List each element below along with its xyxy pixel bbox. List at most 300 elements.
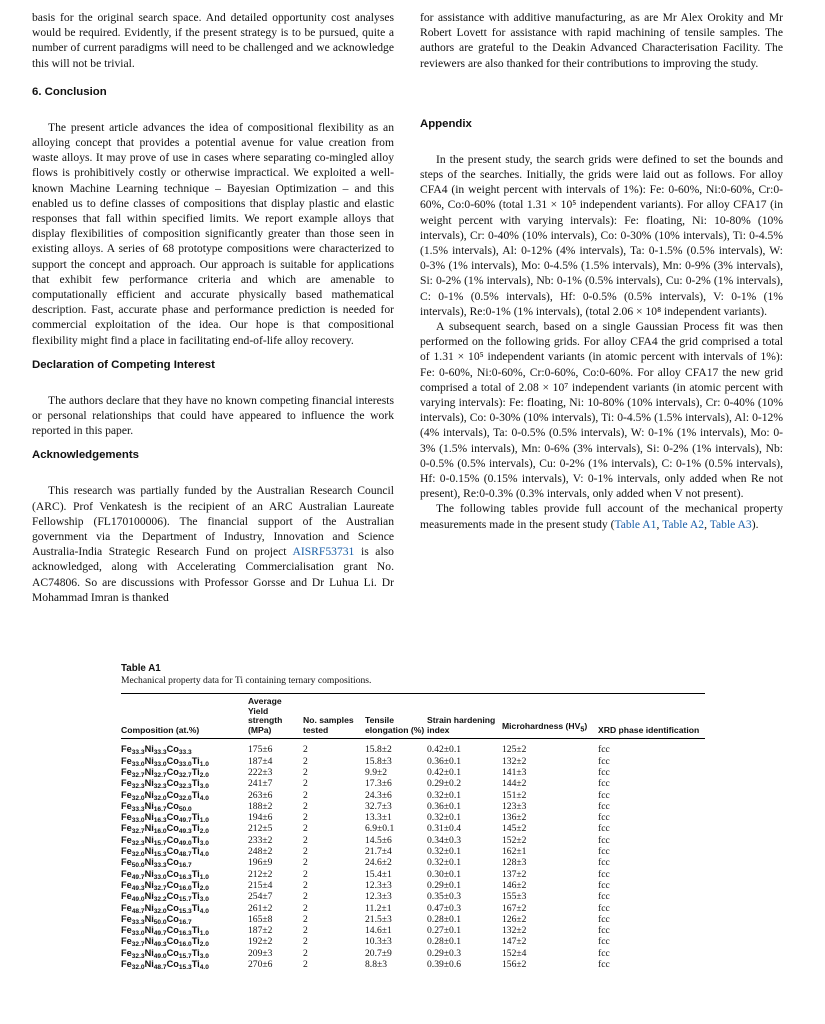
xrd-phase-cell: fcc <box>598 891 610 903</box>
element-fraction: 32.7 <box>131 828 145 836</box>
appendix-paragraph-1: In the present study, the search grids were defined to set the bounds and steps of the searches. Initially, the grids were laid out as follows. For alloy CFA4 (in weight percent with intervals of 1%): Fe: 0-60%, Ni:0-60%, Cr:0-60%, Co:0-60% (total 1.31 × 10⁵ independent variants). For alloy CFA17 (in weight percent with varying intervals): Fe: floating, Ni: 10-80% (10% intervals), Cr: 0-40% (10% intervals), Co: 0-30% (10% intervals), Ti: 0-4.5% (1.5% intervals), Al: 0-12% (4% intervals), Ta: 0-1.5% (0.5% intervals), W: 0-3% (1% intervals), Mo: 0-4.5% (1.5% intervals), Mn: 0-9% (3% intervals), Si: 0-2% (1% intervals), Nb: 0-1% (0.5% intervals), Cu: 0-2% (1% intervals), C: 0-1% (0.5% intervals), Hf: 0-0.5% (0.5% intervals), V: 0-1% (1% intervals), Re:0-1% (1% intervals), (total 2.06 × 10⁸ independent variants). <box>420 152 783 318</box>
element-fraction: 3.0 <box>199 783 209 791</box>
microhardness-cell: 123±3 <box>502 800 527 812</box>
appendix-text-before: The following tables provide full account of the mechanical property measurements made in the present study ( <box>420 502 783 531</box>
element-fraction: 50.0 <box>153 918 167 926</box>
element-fraction: 49.0 <box>131 896 145 904</box>
element-fraction: 32.0 <box>178 794 192 802</box>
composition-cell <box>121 846 248 857</box>
element-symbol: Co <box>166 755 179 766</box>
table-body <box>121 739 705 970</box>
element-fraction: 1.0 <box>199 930 209 938</box>
element-fraction: 2.0 <box>199 828 209 836</box>
element-fraction: 50.0 <box>178 805 192 813</box>
element-fraction: 16.0 <box>178 941 192 949</box>
header-xrd-phase: XRD phase identification <box>598 694 705 739</box>
element-fraction: 16.0 <box>153 828 167 836</box>
table-a1 <box>121 663 705 970</box>
element-symbol: Fe <box>121 744 132 755</box>
element-symbol: Ti <box>191 834 200 845</box>
element-fraction: 49.7 <box>178 817 192 825</box>
element-symbol: Fe <box>121 766 132 777</box>
element-fraction: 32.3 <box>153 783 167 791</box>
element-fraction: 2.0 <box>199 941 209 949</box>
element-symbol: Ti <box>191 846 200 857</box>
samples-cell: 2 <box>303 902 308 914</box>
element-symbol: Ni <box>144 925 154 936</box>
yield-strength-cell: 187±2 <box>248 925 273 937</box>
element-symbol: Ni <box>144 755 154 766</box>
element-fraction: 16.3 <box>178 873 192 881</box>
element-symbol: Co <box>166 823 179 834</box>
tensile-elongation-cell: 6.9±0.1 <box>365 823 395 835</box>
table-row <box>121 823 705 834</box>
tensile-elongation-cell: 15.8±3 <box>365 755 392 767</box>
element-fraction: 33.0 <box>178 760 192 768</box>
element-symbol: Ni <box>144 800 154 811</box>
element-fraction: 33.0 <box>131 817 145 825</box>
element-fraction: 32.0 <box>131 964 145 972</box>
element-symbol: Fe <box>121 959 132 970</box>
microhardness-cell: 132±2 <box>502 755 527 767</box>
element-symbol: Ti <box>191 812 200 823</box>
strain-hardening-cell: 0.42±0.1 <box>427 766 462 778</box>
strain-hardening-cell: 0.32±0.1 <box>427 846 462 858</box>
xrd-phase-cell: fcc <box>598 744 610 756</box>
element-symbol: Ni <box>144 959 154 970</box>
element-symbol: Fe <box>121 823 132 834</box>
samples-cell: 2 <box>303 778 308 790</box>
element-symbol: Co <box>166 879 179 890</box>
xrd-phase-cell: fcc <box>598 913 610 925</box>
element-fraction: 1.0 <box>199 873 209 881</box>
yield-strength-cell: 254±7 <box>248 891 273 903</box>
element-fraction: 32.7 <box>153 884 167 892</box>
microhardness-cell: 141±3 <box>502 766 527 778</box>
samples-cell: 2 <box>303 834 308 846</box>
element-symbol: Co <box>166 766 179 777</box>
element-fraction: 16.0 <box>178 884 192 892</box>
element-fraction: 2.0 <box>199 884 209 892</box>
element-symbol: Ti <box>191 879 200 890</box>
element-symbol: Ti <box>191 902 200 913</box>
element-symbol: Fe <box>121 947 132 958</box>
yield-strength-cell: 194±6 <box>248 812 273 824</box>
element-symbol: Ni <box>144 789 154 800</box>
tensile-elongation-cell: 24.3±6 <box>365 789 392 801</box>
separator: , <box>704 517 710 531</box>
element-fraction: 33.3 <box>131 918 145 926</box>
table-label: Table A1 <box>121 663 161 674</box>
element-symbol: Ni <box>144 857 154 868</box>
microhardness-cell: 156±2 <box>502 959 527 971</box>
mechanical-property-table <box>121 693 705 970</box>
composition-cell <box>121 823 248 834</box>
element-fraction: 32.0 <box>131 851 145 859</box>
element-fraction: 48.7 <box>178 851 192 859</box>
tensile-elongation-cell: 13.3±1 <box>365 812 392 824</box>
element-symbol: Co <box>166 891 179 902</box>
element-fraction: 4.0 <box>199 964 209 972</box>
table-row <box>121 903 705 914</box>
yield-strength-cell: 222±3 <box>248 766 273 778</box>
element-symbol: Fe <box>121 879 132 890</box>
tensile-elongation-cell: 14.6±1 <box>365 925 392 937</box>
acknowledgements-heading: Acknowledgements <box>32 449 139 462</box>
acknowledgements-paragraph <box>32 483 394 605</box>
element-symbol: Ni <box>144 947 154 958</box>
xrd-phase-cell: fcc <box>598 800 610 812</box>
separator: , <box>656 517 663 531</box>
element-symbol: Ti <box>191 947 200 958</box>
project-link[interactable]: AISRF53731 <box>292 545 355 559</box>
xrd-phase-cell: fcc <box>598 823 610 835</box>
table-row <box>121 936 705 947</box>
yield-strength-cell: 241±7 <box>248 778 273 790</box>
yield-strength-cell: 188±2 <box>248 800 273 812</box>
header-yield-strength: Average Yield strength (MPa) <box>248 694 303 739</box>
element-symbol: Fe <box>121 868 132 879</box>
yield-strength-cell: 192±2 <box>248 936 273 948</box>
strain-hardening-cell: 0.29±0.2 <box>427 778 462 790</box>
element-symbol: Co <box>166 778 179 789</box>
conclusion-heading: 6. Conclusion <box>32 85 107 98</box>
element-fraction: 50.0 <box>131 862 145 870</box>
yield-strength-cell: 215±4 <box>248 879 273 891</box>
samples-cell: 2 <box>303 857 308 869</box>
right-column <box>420 10 783 532</box>
element-fraction: 32.3 <box>131 839 145 847</box>
header-strain-hardening: Strain hardening index <box>427 694 502 739</box>
table-row <box>121 857 705 868</box>
xrd-phase-cell: fcc <box>598 936 610 948</box>
element-fraction: 33.3 <box>131 749 145 757</box>
xrd-phase-cell: fcc <box>598 947 610 959</box>
element-fraction: 49.7 <box>153 930 167 938</box>
element-symbol: Ti <box>191 936 200 947</box>
element-symbol: Co <box>166 868 179 879</box>
strain-hardening-cell: 0.36±0.1 <box>427 800 462 812</box>
tensile-elongation-cell: 12.3±3 <box>365 891 392 903</box>
header-microhardness <box>502 694 598 739</box>
element-fraction: 15.3 <box>178 907 192 915</box>
tensile-elongation-cell: 32.7±3 <box>365 800 392 812</box>
element-fraction: 16.7 <box>178 918 192 926</box>
composition-cell <box>121 880 248 891</box>
ack-text-before: This research was partially funded by the Australian Research Council (ARC). Prof Venkatesh is the recipient of an ARC Australian Laureate Fellowship (FL170100006). The financial support of the Australian government via the Department of Industry, Innovation and Science Australia-India Strategic Research Fund on project <box>32 484 394 559</box>
header-composition: Composition (at.%) <box>121 694 248 739</box>
xrd-phase-cell: fcc <box>598 857 610 869</box>
strain-hardening-cell: 0.32±0.1 <box>427 789 462 801</box>
element-symbol: Ni <box>144 913 154 924</box>
xrd-phase-cell: fcc <box>598 778 610 790</box>
element-fraction: 33.3 <box>153 749 167 757</box>
element-fraction: 16.3 <box>178 930 192 938</box>
strain-hardening-cell: 0.39±0.6 <box>427 959 462 971</box>
element-fraction: 48.7 <box>131 907 145 915</box>
table-row <box>121 801 705 812</box>
yield-strength-cell: 248±2 <box>248 846 273 858</box>
table-row <box>121 925 705 936</box>
microhardness-cell: 137±2 <box>502 868 527 880</box>
element-symbol: Ti <box>191 766 200 777</box>
element-symbol: Co <box>166 744 179 755</box>
element-fraction: 33.0 <box>153 760 167 768</box>
element-symbol: Fe <box>121 913 132 924</box>
composition-cell <box>121 778 248 789</box>
composition-cell <box>121 925 248 936</box>
element-symbol: Co <box>166 857 179 868</box>
element-fraction: 32.3 <box>131 952 145 960</box>
element-symbol: Co <box>166 834 179 845</box>
microhardness-cell: 132±2 <box>502 925 527 937</box>
samples-cell: 2 <box>303 766 308 778</box>
element-symbol: Fe <box>121 800 132 811</box>
table-row <box>121 778 705 789</box>
element-symbol: Ni <box>144 834 154 845</box>
element-fraction: 49.0 <box>153 952 167 960</box>
table-row <box>121 812 705 823</box>
element-symbol: Fe <box>121 925 132 936</box>
element-symbol: Ni <box>144 778 154 789</box>
element-symbol: Ni <box>144 846 154 857</box>
composition-cell <box>121 739 248 756</box>
strain-hardening-cell: 0.27±0.1 <box>427 925 462 937</box>
microhardness-cell: 167±2 <box>502 902 527 914</box>
element-fraction: 2.0 <box>199 771 209 779</box>
composition-cell <box>121 936 248 947</box>
tensile-elongation-cell: 12.3±3 <box>365 879 392 891</box>
element-symbol: Co <box>166 936 179 947</box>
xrd-phase-cell: fcc <box>598 879 610 891</box>
tensile-elongation-cell: 21.7±4 <box>365 846 392 858</box>
xrd-phase-cell: fcc <box>598 959 610 971</box>
element-fraction: 15.3 <box>153 851 167 859</box>
table-header-row <box>121 694 705 739</box>
element-fraction: 49.0 <box>178 839 192 847</box>
samples-cell: 2 <box>303 868 308 880</box>
element-symbol: Co <box>166 925 179 936</box>
element-symbol: Co <box>166 800 179 811</box>
yield-strength-cell: 212±2 <box>248 868 273 880</box>
tensile-elongation-cell: 21.5±3 <box>365 913 392 925</box>
element-symbol: Ti <box>191 778 200 789</box>
tensile-elongation-cell: 8.8±3 <box>365 959 388 971</box>
microhardness-cell: 151±2 <box>502 789 527 801</box>
element-fraction: 32.7 <box>131 941 145 949</box>
strain-hardening-cell: 0.29±0.1 <box>427 879 462 891</box>
element-symbol: Fe <box>121 891 132 902</box>
strain-hardening-cell: 0.28±0.1 <box>427 913 462 925</box>
strain-hardening-cell: 0.32±0.1 <box>427 857 462 869</box>
microhardness-cell: 128±3 <box>502 857 527 869</box>
tensile-elongation-cell: 20.7±9 <box>365 947 392 959</box>
element-symbol: Fe <box>121 755 132 766</box>
element-fraction: 32.0 <box>153 907 167 915</box>
table-row <box>121 891 705 902</box>
strain-hardening-cell: 0.32±0.1 <box>427 812 462 824</box>
table-row <box>121 914 705 925</box>
element-fraction: 16.3 <box>153 817 167 825</box>
element-symbol: Ni <box>144 812 154 823</box>
header-microhardness-close: ) <box>584 721 588 732</box>
element-fraction: 49.3 <box>178 828 192 836</box>
element-fraction: 32.7 <box>153 771 167 779</box>
competing-interest-paragraph: The authors declare that they have no known competing financial interests or personal relationships that could have appeared to influence the work reported in this paper. <box>32 393 394 438</box>
xrd-phase-cell: fcc <box>598 902 610 914</box>
element-fraction: 3.0 <box>199 952 209 960</box>
header-microhardness-label: Microhardness (HV <box>502 721 581 732</box>
table-a1-link[interactable]: Table A1 <box>614 517 657 531</box>
composition-cell <box>121 835 248 846</box>
xrd-phase-cell: fcc <box>598 755 610 767</box>
element-symbol: Ni <box>144 936 154 947</box>
tensile-elongation-cell: 15.4±1 <box>365 868 392 880</box>
samples-cell: 2 <box>303 925 308 937</box>
element-fraction: 32.7 <box>131 771 145 779</box>
table-row <box>121 790 705 801</box>
composition-cell <box>121 767 248 778</box>
intro-paragraph: basis for the original search space. And detailed opportunity cost analyses would be required. Evidently, if the present strategy is to be pursued, quite a number of current paradigms will need to be challenged and we acknowledge this will not be trivial. <box>32 11 394 70</box>
element-symbol: Fe <box>121 936 132 947</box>
samples-cell: 2 <box>303 755 308 767</box>
composition-cell <box>121 869 248 880</box>
element-symbol: Co <box>166 812 179 823</box>
table-row <box>121 880 705 891</box>
element-fraction: 1.0 <box>199 817 209 825</box>
element-symbol: Ni <box>144 891 154 902</box>
composition-cell <box>121 948 248 959</box>
table-row <box>121 959 705 970</box>
element-fraction: 33.0 <box>153 873 167 881</box>
element-symbol: Ni <box>144 902 154 913</box>
header-tensile-elongation: Tensile elongation (%) <box>365 694 427 739</box>
element-fraction: 48.7 <box>153 964 167 972</box>
element-symbol: Ti <box>191 959 200 970</box>
yield-strength-cell: 233±2 <box>248 834 273 846</box>
strain-hardening-cell: 0.47±0.3 <box>427 902 462 914</box>
competing-interest-heading: Declaration of Competing Interest <box>32 358 215 371</box>
element-symbol: Fe <box>121 789 132 800</box>
element-fraction: 33.3 <box>153 862 167 870</box>
element-symbol: Co <box>166 902 179 913</box>
ack-text-after: is also acknowledged, along with Accelerating Commercialisation grant No. AC74806. So are discussions with Professor Gorsse and Dr Luhua Li. Dr Mohammad Imran is thanked <box>32 545 394 604</box>
appendix-text-after: ). <box>751 517 759 531</box>
element-fraction: 32.3 <box>178 783 192 791</box>
strain-hardening-cell: 0.28±0.1 <box>427 936 462 948</box>
appendix-paragraph-3 <box>420 501 783 531</box>
tensile-elongation-cell: 17.3±6 <box>365 778 392 790</box>
yield-strength-cell: 261±2 <box>248 902 273 914</box>
table-a2-link[interactable]: Table A2 <box>662 517 705 531</box>
composition-cell <box>121 857 248 868</box>
element-symbol: Ni <box>144 879 154 890</box>
microhardness-cell: 162±1 <box>502 846 527 858</box>
element-symbol: Fe <box>121 902 132 913</box>
composition-cell <box>121 790 248 801</box>
composition-cell <box>121 801 248 812</box>
microhardness-cell: 125±2 <box>502 744 527 756</box>
strain-hardening-cell: 0.29±0.3 <box>427 947 462 959</box>
element-symbol: Fe <box>121 857 132 868</box>
element-fraction: 49.7 <box>131 873 145 881</box>
element-symbol: Co <box>166 913 179 924</box>
yield-strength-cell: 270±6 <box>248 959 273 971</box>
element-fraction: 16.7 <box>178 862 192 870</box>
composition-cell <box>121 812 248 823</box>
strain-hardening-cell: 0.35±0.3 <box>427 891 462 903</box>
strain-hardening-cell: 0.36±0.1 <box>427 755 462 767</box>
microhardness-cell: 147±2 <box>502 936 527 948</box>
composition-cell <box>121 891 248 902</box>
yield-strength-cell: 212±5 <box>248 823 273 835</box>
yield-strength-cell: 196±9 <box>248 857 273 869</box>
tensile-elongation-cell: 10.3±3 <box>365 936 392 948</box>
composition-cell <box>121 914 248 925</box>
samples-cell: 2 <box>303 789 308 801</box>
element-fraction: 3.0 <box>199 896 209 904</box>
element-symbol: Ti <box>191 925 200 936</box>
element-fraction: 1.0 <box>199 760 209 768</box>
xrd-phase-cell: fcc <box>598 846 610 858</box>
xrd-phase-cell: fcc <box>598 789 610 801</box>
element-symbol: Ti <box>191 868 200 879</box>
strain-hardening-cell: 0.42±0.1 <box>427 744 462 756</box>
tensile-elongation-cell: 15.8±2 <box>365 744 392 756</box>
yield-strength-cell: 187±4 <box>248 755 273 767</box>
microhardness-cell: 144±2 <box>502 778 527 790</box>
element-fraction: 33.3 <box>178 749 192 757</box>
composition-cell <box>121 959 248 970</box>
xrd-phase-cell: fcc <box>598 868 610 880</box>
header-microhardness-sub: 5 <box>580 725 585 734</box>
header-samples: No. samples tested <box>303 694 365 739</box>
xrd-phase-cell: fcc <box>598 766 610 778</box>
element-symbol: Co <box>166 959 179 970</box>
element-fraction: 49.3 <box>131 884 145 892</box>
table-caption: Mechanical property data for Ti containing ternary compositions. <box>121 675 372 686</box>
element-symbol: Fe <box>121 778 132 789</box>
yield-strength-cell: 263±6 <box>248 789 273 801</box>
microhardness-cell: 155±3 <box>502 891 527 903</box>
samples-cell: 2 <box>303 744 308 756</box>
conclusion-paragraph: The present article advances the idea of compositional flexibility as an alloying concept that provides a potential avenue for value creation from waste alloys. It may prove of use in cases where separating co-mingled alloy flows is prohibitively costly or otherwise impractical. We exploited a well-known Machine Learning technique – Bayesian Optimization – and this enabled us to define classes of compositions that display plastic and elastic responses that fall within specified limits. We report example alloys that display flexibilities of composition significantly greater than those seen in existing alloys. A series of 68 prototype compositions were characterized to support the concept and approach. Our approach is suitable for applications that exhibit few performance criteria and which are amenable to computationally efficient and accurate physically based mathematical description. Fast, accurate phase and performance prediction is needed for commercial exploitation of the idea. Our hope is that compositional flexibility might find a place in facilitating end-of-life alloy recovery. <box>32 120 394 347</box>
element-fraction: 32.7 <box>178 771 192 779</box>
element-fraction: 32.0 <box>131 794 145 802</box>
tensile-elongation-cell: 9.9±2 <box>365 766 388 778</box>
element-fraction: 32.0 <box>153 794 167 802</box>
samples-cell: 2 <box>303 823 308 835</box>
samples-cell: 2 <box>303 913 308 925</box>
tensile-elongation-cell: 24.6±2 <box>365 857 392 869</box>
element-symbol: Ni <box>144 868 154 879</box>
samples-cell: 2 <box>303 959 308 971</box>
element-fraction: 33.0 <box>131 760 145 768</box>
samples-cell: 2 <box>303 879 308 891</box>
samples-cell: 2 <box>303 936 308 948</box>
composition-cell <box>121 756 248 767</box>
samples-cell: 2 <box>303 846 308 858</box>
element-symbol: Ni <box>144 744 154 755</box>
table-a3-link[interactable]: Table A3 <box>709 517 752 531</box>
left-column <box>32 10 394 605</box>
element-fraction: 33.3 <box>131 805 145 813</box>
yield-strength-cell: 209±3 <box>248 947 273 959</box>
element-fraction: 49.3 <box>153 941 167 949</box>
element-symbol: Co <box>166 947 179 958</box>
table-row <box>121 767 705 778</box>
element-symbol: Ti <box>191 891 200 902</box>
